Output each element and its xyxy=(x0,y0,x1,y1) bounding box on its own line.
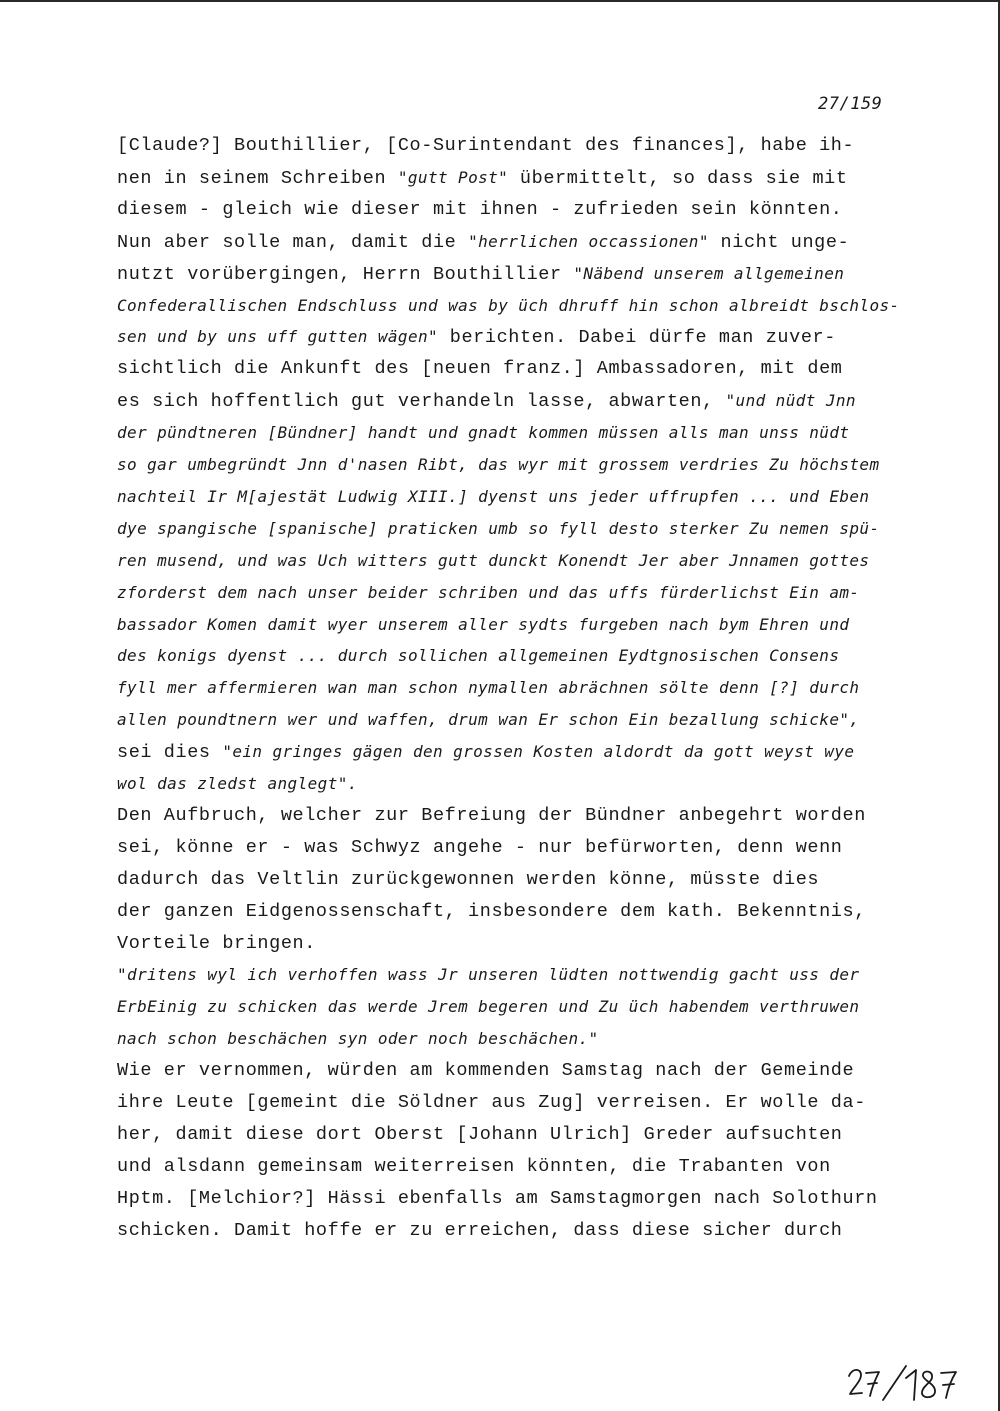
quoted-source-text: "Näbend unserem allgemeinen xyxy=(573,263,845,283)
body-text: nen in seinem Schreiben xyxy=(117,167,398,189)
text-line xyxy=(117,932,316,956)
quoted-source-text: Confederallischen Endschluss und was by üch dhruff hin schon albreidt bschlos- xyxy=(117,295,900,315)
body-text: schicken. Damit hoffe er zu erreichen, dass diese sicher durch xyxy=(117,1219,843,1241)
quoted-source-text: sen und by uns uff gutten wägen" xyxy=(117,327,439,347)
text-line xyxy=(117,485,869,510)
body-text: sichtlich die Ankunft des [neuen franz.] Ambassadoren, mit dem xyxy=(117,358,843,380)
page-number: 27/159 xyxy=(818,94,883,114)
body-text: und alsdann gemeinsam weiterreisen könnten, die Trabanten von xyxy=(117,1155,831,1177)
quoted-source-text: so gar umbegründt Jnn d'nasen Ribt, das wyr mit grossem verdries Zu höchstem xyxy=(117,455,880,474)
text-line xyxy=(117,836,843,860)
text-line xyxy=(117,1027,599,1052)
body-text: Nun aber solle man, damit die xyxy=(117,231,469,253)
quoted-source-text: des konigs dyenst ... durch sollichen allgemeinen Eydtgnosischen Consens xyxy=(117,646,840,666)
text-line xyxy=(117,1219,843,1243)
quoted-source-text: "und nüdt Jnn xyxy=(725,391,856,411)
body-text: ihre Leute [gemeint die Söldner aus Zug] verreisen. Er wolle da- xyxy=(117,1092,866,1113)
quoted-source-text: wol das zledst anglegt". xyxy=(117,774,358,793)
text-line xyxy=(117,421,849,446)
body-text: Den Aufbruch, welcher zur Befreiung der Bündner anbegehrt worden xyxy=(117,804,866,826)
text-line xyxy=(117,1155,831,1179)
text-line xyxy=(117,900,866,924)
body-text: nutzt vorübergingen, Herrn Bouthillier xyxy=(117,263,574,285)
body-text: Vorteile bringen. xyxy=(117,932,316,954)
text-line xyxy=(117,294,900,319)
text-line xyxy=(117,198,843,222)
text-line xyxy=(117,708,859,733)
body-text: es sich hoffentlich gut verhandeln lasse, abwarten, xyxy=(117,391,726,413)
body-text: Hptm. [Melchior?] Hässi ebenfalls am Samstagmorgen nach Solothurn xyxy=(117,1187,878,1209)
text-line xyxy=(117,453,880,478)
quoted-source-text: ErbEinig zu schicken das werde Jrem begeren und Zu üch habendem verthruwen xyxy=(117,997,860,1017)
quoted-source-text: "dritens wyl ich verhoffen wass Jr unseren lüdten nottwendig gacht uss der xyxy=(117,965,860,985)
body-text: [Claude?] Bouthillier, [Co-Surintendant des finances], habe ih- xyxy=(117,135,855,156)
text-line xyxy=(117,549,869,574)
text-line xyxy=(117,995,859,1020)
quoted-source-text: dye spangische [spanische] praticken umb so fyll desto sterker Zu nemen spü- xyxy=(117,518,880,538)
text-line xyxy=(117,1091,866,1115)
scan-border-top xyxy=(0,0,1000,2)
body-text: sei, könne er - was Schwyz angehe - nur befürworten, denn wenn xyxy=(117,836,843,858)
text-line xyxy=(117,1059,854,1083)
quoted-source-text: ren musend, und was Uch witters gutt dunckt Konendt Jer aber Jnnamen gottes xyxy=(117,550,870,570)
quoted-source-text: allen poundtnern wer und waffen, drum wan Er schon Ein bezallung schicke", xyxy=(117,710,860,730)
body-text: übermittelt, so dass sie mit xyxy=(508,167,848,189)
text-line xyxy=(117,134,854,158)
text-line xyxy=(117,517,880,542)
quoted-source-text: bassador Komen damit wyer unserem aller sydts furgeben nach bym Ehren und xyxy=(117,614,850,634)
text-line xyxy=(117,1187,878,1211)
body-text: nicht unge- xyxy=(708,231,850,253)
text-line xyxy=(117,166,848,191)
text-line xyxy=(117,868,819,892)
body-text: dadurch das Veltlin zurückgewonnen werden könne, müsste dies xyxy=(117,868,820,890)
quoted-source-text: der pündtneren [Bündner] handt und gnadt kommen müssen alls man unss nüdt xyxy=(117,423,850,443)
body-text: sei dies xyxy=(117,742,223,764)
text-line xyxy=(117,963,859,988)
body-text: her, damit diese dort Oberst [Johann Ulrich] Greder aufsuchten xyxy=(117,1123,843,1145)
text-line xyxy=(117,772,358,797)
text-line xyxy=(117,1123,843,1147)
text-line xyxy=(117,389,856,414)
text-line xyxy=(117,613,849,638)
text-line xyxy=(117,357,843,381)
text-line xyxy=(117,230,849,255)
body-text: der ganzen Eidgenossenschaft, insbesondere dem kath. Bekenntnis, xyxy=(117,900,866,922)
quoted-source-text: zforderst dem nach unser beider schriben und das uffs fürderlichst Ein am- xyxy=(117,582,860,602)
text-line xyxy=(117,581,859,606)
quoted-source-text: "ein gringes gägen den grossen Kosten aldordt da gott weyst wye xyxy=(222,742,855,762)
body-text: berichten. Dabei dürfe man zuver- xyxy=(438,327,836,349)
handwritten-folio-number xyxy=(846,1362,986,1404)
text-line xyxy=(117,804,866,828)
quoted-source-text: "gutt Post" xyxy=(397,167,509,187)
text-line xyxy=(117,740,854,765)
text-line xyxy=(117,676,859,701)
quoted-source-text: nachteil Ir M[ajestät Ludwig XIII.] dyenst uns jeder uffrupfen ... und Eben xyxy=(117,486,870,506)
body-text: Wie er vernommen, würden am kommenden Samstag nach der Gemeinde xyxy=(117,1060,855,1082)
quoted-source-text: fyll mer affermieren wan man schon nymallen abrächnen sölte denn [?] durch xyxy=(117,678,860,698)
quoted-source-text: nach schon beschächen syn oder noch beschächen." xyxy=(117,1029,599,1049)
quoted-source-text: "herrlichen occassionen" xyxy=(468,231,709,251)
text-line xyxy=(117,262,844,287)
text-line xyxy=(117,325,836,350)
body-text: diesem - gleich wie dieser mit ihnen - zufrieden sein könnten. xyxy=(117,198,843,220)
text-line xyxy=(117,644,839,669)
